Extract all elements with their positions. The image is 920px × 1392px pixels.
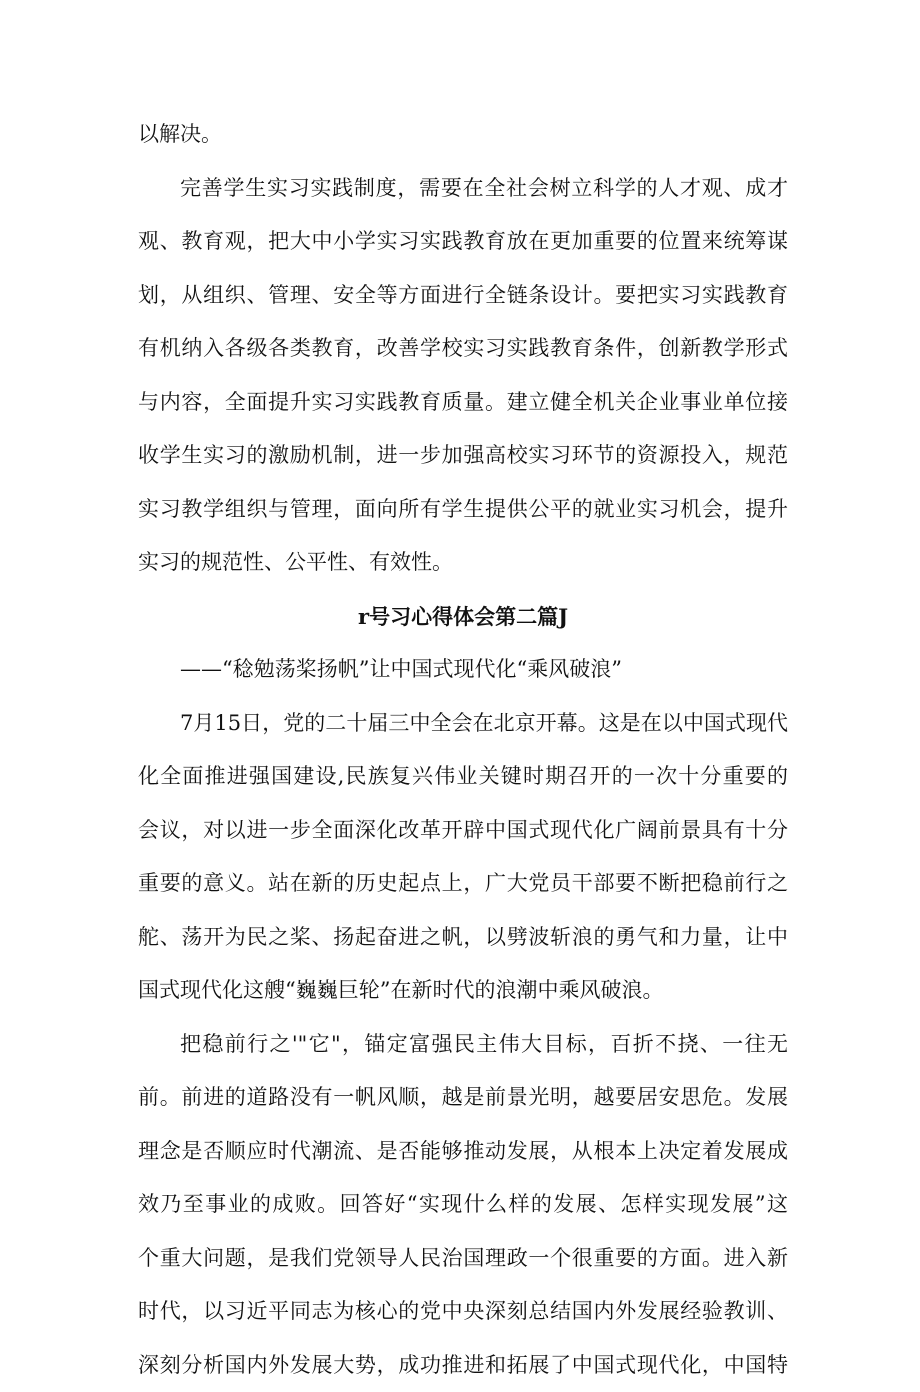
paragraph-line: 把稳前行之'"它"，锚定富强民主伟大目标，百折不挠、一往无 (138, 1018, 788, 1072)
section-title: r号习心得体会第二篇J (138, 590, 788, 644)
paragraph-4 (138, 1018, 788, 1392)
paragraph-1-tail: 以解决。 (138, 108, 788, 162)
paragraph-line: 完善学生实习实践制度，需要在全社会树立科学的人才观、成才 (138, 162, 788, 216)
paragraph-line: 个重大问题，是我们党领导人民治国理政一个很重要的方面。进入新 (138, 1232, 788, 1286)
document-page (138, 108, 788, 1392)
paragraph-line: 深刻分析国内外发展大势，成功推进和拓展了中国式现代化，中国特 (138, 1339, 788, 1392)
paragraph-line: 时代，以习近平同志为核心的党中央深刻总结国内外发展经验教训、 (138, 1285, 788, 1339)
paragraph-3 (138, 697, 788, 1018)
paragraph-line: 划，从组织、管理、安全等方面进行全链条设计。要把实习实践教育 (138, 269, 788, 323)
paragraph-line: 理念是否顺应时代潮流、是否能够推动发展，从根本上决定着发展成 (138, 1125, 788, 1179)
paragraph-line: 观、教育观，把大中小学实习实践教育放在更加重要的位置来统筹谋 (138, 215, 788, 269)
paragraph-line: 与内容，全面提升实习实践教育质量。建立健全机关企业事业单位接 (138, 376, 788, 430)
paragraph-line: 实习的规范性、公平性、有效性。 (138, 536, 788, 590)
section-subtitle: ——“稔勉荡桨扬帆”让中国式现代化“乘风破浪” (138, 643, 788, 697)
paragraph-line: 化全面推进强国建设,民族复兴伟业关键时期召开的一次十分重要的 (138, 750, 788, 804)
paragraph-line: 前。前进的道路没有一帆风顺，越是前景光明，越要居安思危。发展 (138, 1071, 788, 1125)
paragraph-line: 有机纳入各级各类教育，改善学校实习实践教育条件，创新教学形式 (138, 322, 788, 376)
paragraph-2 (138, 162, 788, 590)
paragraph-line: 重要的意义。站在新的历史起点上，广大党员干部要不断把稳前行之 (138, 857, 788, 911)
paragraph-line: 效乃至事业的成败。回答好“实现什么样的发展、怎样实现发展”这 (138, 1178, 788, 1232)
paragraph-line: 国式现代化这艘“巍巍巨轮”在新时代的浪潮中乘风破浪。 (138, 964, 788, 1018)
paragraph-line: 7月15日，党的二十届三中全会在北京开幕。这是在以中国式现代 (138, 697, 788, 751)
paragraph-line: 实习教学组织与管理，面向所有学生提供公平的就业实习机会，提升 (138, 483, 788, 537)
paragraph-line: 收学生实习的激励机制，进一步加强高校实习环节的资源投入，规范 (138, 429, 788, 483)
paragraph-line: 舵、荡开为民之桨、扬起奋进之帆，以劈波斩浪的勇气和力量，让中 (138, 911, 788, 965)
paragraph-line: 会议，对以进一步全面深化改革开辟中国式现代化广阔前景具有十分 (138, 804, 788, 858)
